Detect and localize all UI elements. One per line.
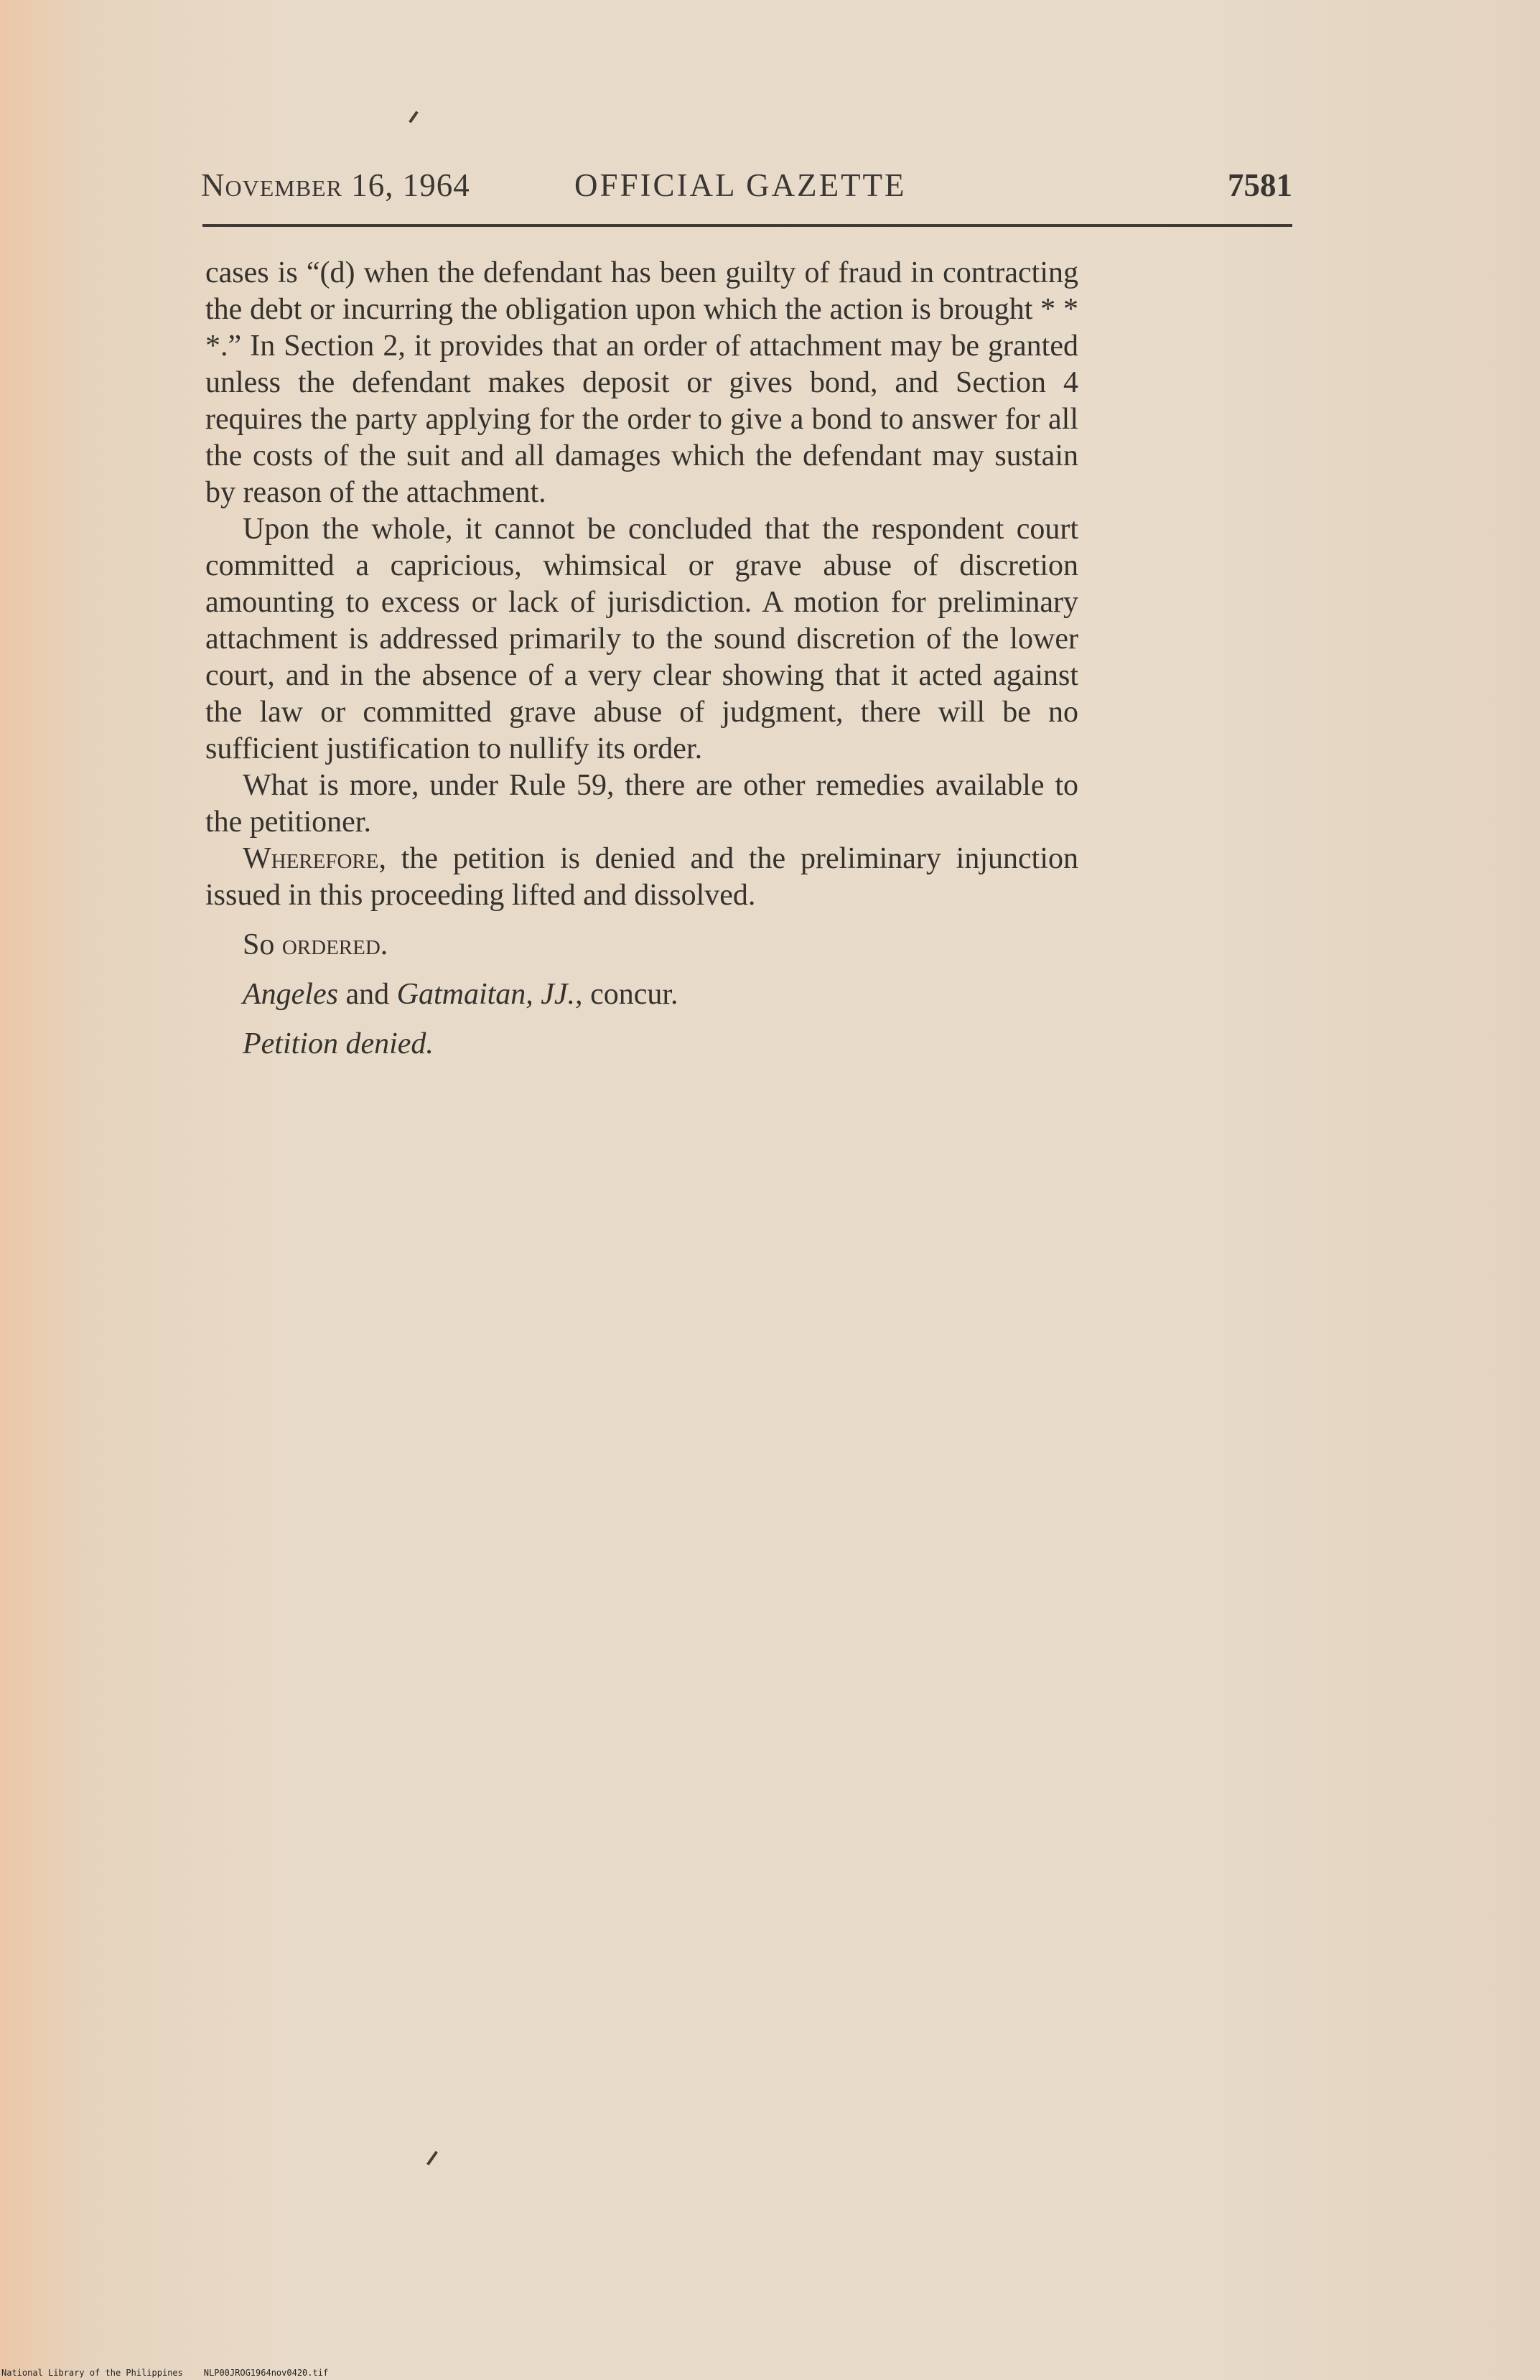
so-ordered-so: So bbox=[243, 928, 275, 961]
concurrence bbox=[205, 976, 1078, 1013]
footer-library: National Library of the Philippines bbox=[1, 2368, 183, 2378]
body-text bbox=[205, 255, 1078, 1063]
paragraph-2: Upon the whole, it cannot be concluded that the respondent court committed a capricious, whimsical or grave abuse of discretion amounting to excess or lack of jurisdiction. A motion for preliminary attachment is addressed primarily to the sound discretion of the lower court, and in the absence of a very clear showing that it acted against the law or committed grave abuse of judgment, there will be no sufficient justification to nullify its order. bbox=[205, 513, 1078, 765]
scan-footer bbox=[1, 2368, 328, 2378]
paragraph-4 bbox=[205, 841, 1078, 914]
concur-and: and bbox=[337, 978, 397, 1011]
so-ordered bbox=[205, 927, 1078, 963]
header-date-rest: 16, 1964 bbox=[351, 167, 470, 203]
wherefore-lead: Wherefore, bbox=[243, 842, 386, 875]
so-ordered-rest: ordered. bbox=[274, 928, 388, 961]
stray-mark bbox=[409, 111, 419, 123]
page-header bbox=[201, 167, 1292, 210]
paragraph-3: What is more, under Rule 59, there are other remedies available to the petitioner. bbox=[205, 769, 1078, 839]
header-rule bbox=[202, 224, 1292, 227]
header-date-month: November bbox=[201, 167, 342, 203]
concur-name-2: Gatmaitan, JJ., bbox=[396, 978, 583, 1011]
disposition: Petition denied. bbox=[243, 1027, 434, 1060]
header-title: OFFICIAL GAZETTE bbox=[574, 167, 907, 203]
wherefore-rest: the petition is denied and the preliminary injunction issued in this proceeding lifted and dissolved. bbox=[205, 842, 1078, 912]
header-date bbox=[201, 167, 470, 204]
page-number: 7581 bbox=[1228, 167, 1292, 203]
concur-name-1: Angeles bbox=[243, 978, 338, 1011]
paragraph-1: cases is “(d) when the defendant has been guilty of fraud in contracting the debt or incurring the obligation upon which the action is brought * * *.” In Section 2, it provides that an order of attachment may be granted unless the defendant makes deposit or gives bond, and Section 4 requires the party applying for the order to give a bond to answer for all the costs of the suit and all damages which the defendant may sustain by reason of the attachment. bbox=[205, 256, 1078, 509]
stray-mark bbox=[426, 2151, 438, 2165]
concur-rest: concur. bbox=[582, 978, 678, 1011]
footer-file: NLP00JROG1964nov0420.tif bbox=[203, 2368, 329, 2378]
